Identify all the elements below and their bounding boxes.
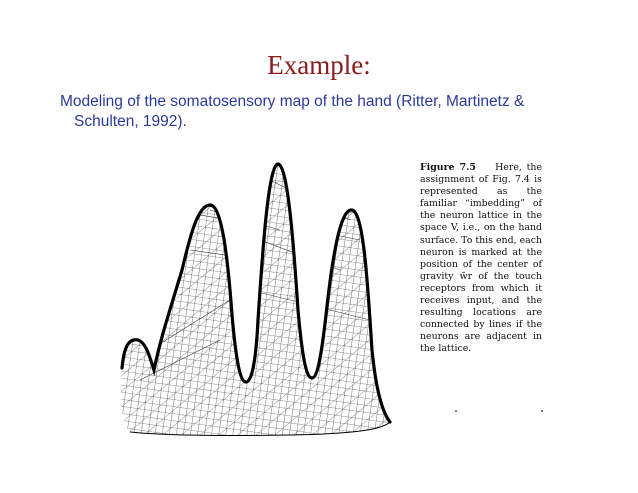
speck — [455, 410, 457, 412]
slide-subtitle — [60, 92, 560, 132]
subtitle-line-1: Modeling of the somatosensory map of the hand (Ritter, Martinetz & — [60, 93, 525, 110]
figure-label: Figure 7.5 — [420, 162, 476, 173]
slide-title: Example: — [267, 50, 371, 80]
speck — [541, 410, 543, 412]
figure-caption-text: Here, the assignment of Fig. 7.4 is represented as the familiar “imbedding” of the neuron lattice in the space V, i.e., on the hand surface. To this end, each neuron is marked at the position of the center of gravity w̄r of the touch receptors from which it receives input, and the resulting locations are connected by lines if the neurons are adjacent in the lattice. — [420, 162, 543, 355]
hand-lattice-figure — [110, 150, 410, 450]
figure-caption — [420, 162, 542, 356]
subtitle-line-2: Schulten, 1992). — [74, 113, 187, 130]
